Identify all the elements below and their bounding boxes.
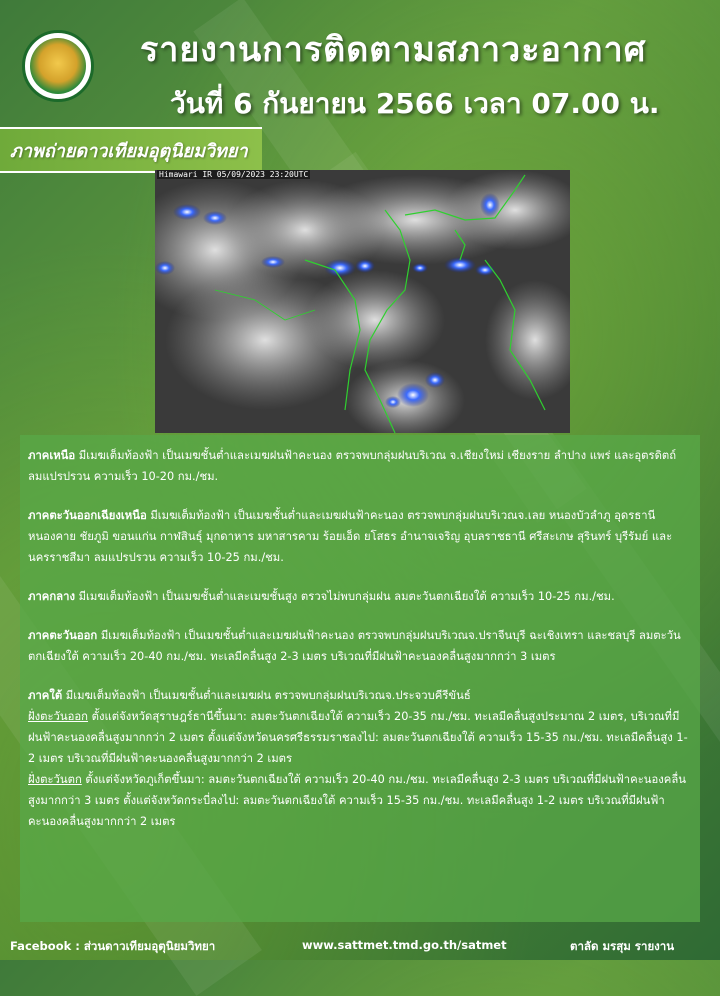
west-coast-text: ตั้งแต่จังหวัดภูเก็ตขึ้นมา: ลมตะวันตกเฉียงใต้ ความเร็ว 20-40 กม./ชม. ทะเลมีคลื่นสูง 2-3 เมตร บริเวณที่มีฝนฟ้าคะนองคลื่นสูงมากกว่า 3 เมตร ตั้งแต่จังหวัดกระบี่ลงไป: ลมตะวันตกเฉียงใต้ ความเร็ว 15-35 กม./ชม. ทะเลมีคลื่นสูง 1-2 เมตร บริเวณที่มีฝนฟ้าคะนองคลื่นสูงมากกว่า 2 เมตร [28,773,686,828]
region-title: ภาคเหนือ [28,449,76,462]
facebook-link[interactable]: Facebook : ส่วนดาวเทียมอุตุนิยมวิทยา [10,939,216,953]
forecast-panel [20,435,700,922]
region-east [28,625,692,667]
region-text: มีเมฆเต็มท้องฟ้า เป็นเมฆชั้นต่ำและเมฆฝน ตรวจพบกลุ่มฝนบริเวณจ.ประจวบคีรีขันธ์ [62,689,471,702]
region-title: ภาคกลาง [28,590,75,603]
region-title: ภาคตะวันออก [28,629,98,642]
satellite-image [155,170,570,433]
report-date: วันที่ 6 กันยายน 2566 เวลา 07.00 น. [170,87,660,120]
region-south [28,685,692,832]
region-text: มีเมฆเต็มท้องฟ้า เป็นเมฆชั้นต่ำและเมฆฝนฟ้าคะนอง ตรวจพบกลุ่มฝนบริเวณจ.ปราจีนบุรี ฉะเชิงเทรา และชลบุรี ลมตะวันตกเฉียงใต้ ความเร็ว 20-40 กม./ชม. ทะเลมีคลื่นสูง 2-3 เมตร บริเวณที่มีฝนฟ้าคะนองคลื่นสูงมากกว่า 3 เมตร [28,629,681,663]
satellite-caption: Himawari IR 05/09/2023 23:20UTC [159,170,309,179]
region-title: ภาคตะวันออกเฉียงเหนือ [28,509,147,522]
section-heading-satellite: ภาพถ่ายดาวเทียมอุตุนิยมวิทยา [0,127,262,173]
reporter-name: ตาลัด มรสุม รายงาน [570,939,675,953]
east-coast-text: ตั้งแต่จังหวัดสุราษฎร์ธานีขึ้นมา: ลมตะวันตกเฉียงใต้ ความเร็ว 20-35 กม./ชม. ทะเลมีคลื่นสูงประมาณ 2 เมตร, บริเวณที่มีฝนฟ้าคะนองคลื่นสูงมากกว่า 2 เมตร ตั้งแต่จังหวัดนครศรีธรรมราชลงไป: ลมตะวันตกเฉียงใต้ ความเร็ว 15-35 กม./ชม. ทะเลมีคลื่นสูง 1-2 เมตร บริเวณที่มีฝนฟ้าคะนองคลื่นสูงมากกว่า 2 เมตร [28,710,688,765]
west-coast-label: ฝั่งตะวันตก [28,773,82,786]
region-north [28,445,692,487]
region-text: มีเมฆเต็มท้องฟ้า เป็นเมฆชั้นต่ำและเมฆฝนฟ้าคะนอง ตรวจพบกลุ่มฝนบริเวณจ.เลย หนองบัวลำภู อุดรธานี หนองคาย ชัยภูมิ ขอนแก่น กาฬสินธุ์ มุกดาหาร มหาสารคาม ร้อยเอ็ด ยโสธร อำนาจเจริญ อุบลราชธานี ศรีสะเกษ สุรินทร์ บุรีรัมย์ และนครราชสีมา ลมแปรปรวน ความเร็ว 10-25 กม./ชม. [28,509,673,564]
logo-emblem-icon [30,38,86,94]
satellite-map-icon [155,170,570,433]
region-text: มีเมฆเต็มท้องฟ้า เป็นเมฆชั้นต่ำและเมฆชั้นสูง ตรวจไม่พบกลุ่มฝน ลมตะวันตกเฉียงใต้ ความเร็ว 10-25 กม./ชม. [74,590,615,603]
region-central [28,586,692,607]
region-title: ภาคใต้ [28,689,63,702]
east-coast-label: ฝั่งตะวันออก [28,710,89,723]
website-link[interactable]: www.sattmet.tmd.go.th/satmet [302,938,507,952]
tmd-logo [22,30,94,102]
region-text: มีเมฆเต็มท้องฟ้า เป็นเมฆชั้นต่ำและเมฆฝนฟ้าคะนอง ตรวจพบกลุ่มฝนบริเวณ จ.เชียงใหม่ เชียงราย ลำปาง แพร่ และอุตรดิตถ์ ลมแปรปรวน ความเร็ว 10-20 กม./ชม. [28,449,677,483]
region-northeast [28,505,692,568]
report-title: รายงานการติดตามสภาวะอากาศ [140,30,647,70]
footer [0,936,720,960]
